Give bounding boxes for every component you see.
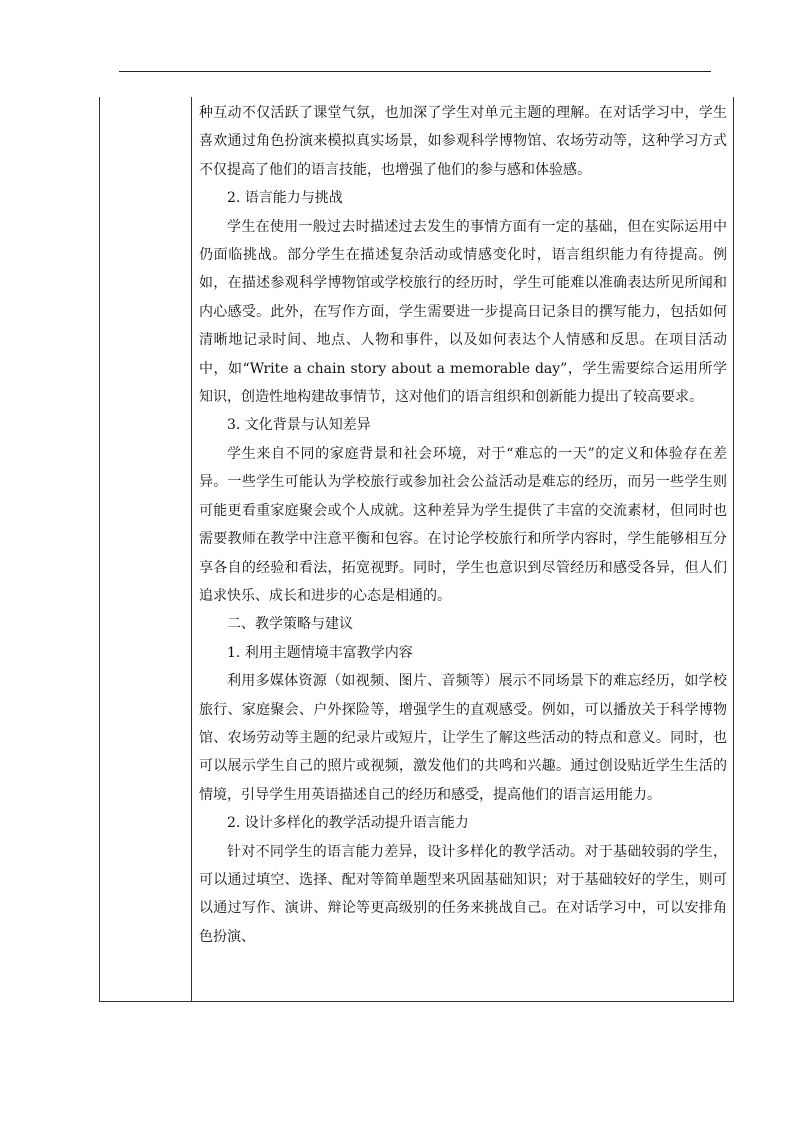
section-heading-language-ability: 2. 语言能力与挑战 <box>227 190 343 207</box>
paragraph-diverse-activities: 针对不同学生的语言能力差异，设计多样化的教学活动。对于基础较弱的学生，可以通过填空、选择、配对等简单题型来巩固基础知识；对于基础较好的学生，则可以通过写作、演讲、辩论等更高级别的任务来挑战自己。在对话学习中，可以安排角色扮演、 <box>199 843 727 945</box>
paragraph-continued: 种互动不仅活跃了课堂气氛，也加深了学生对单元主题的理解。在对话学习中，学生喜欢通过角色扮演来模拟真实场景，如参观科学博物馆、农场劳动等，这种学习方式不仅提高了他们的语言技能，也增强了他们的参与感和体验感。 <box>199 105 727 178</box>
section-heading-diverse-activities: 2. 设计多样化的教学活动提升语言能力 <box>227 815 469 832</box>
paragraph-cultural-background: 学生来自不同的家庭背景和社会环境，对于“难忘的一天”的定义和体验存在差异。一些学生可能认为学校旅行或参加社会公益活动是难忘的经历，而另一些学生则可能更看重家庭聚会或个人成就。这种差异为学生提供了丰富的交流素材，但同时也需要教师在教学中注意平衡和包容。在讨论学校旅行和所学内容时，学生能够相互分享各自的经验和看法，拓宽视野。同时，学生也意识到尽管经历和感受各异，但人们追求快乐、成长和进步的心态是相通的。 <box>199 445 727 604</box>
section-heading-teaching-strategies: 二、教学策略与建议 <box>227 616 353 633</box>
paragraph-language-ability: 学生在使用一般过去时描述过去发生的事情方面有一定的基础，但在实际运用中仍面临挑战。部分学生在描述复杂活动或情感变化时，语言组织能力有待提高。例如，在描述参观科学博物馆或学校旅行的经历时，学生可能难以准确表达所见所闻和内心感受。此外，在写作方面，学生需要进一步提高日记条目的撰写能力，包括如何清晰地记录时间、地点、人物和事件，以及如何表达个人情感和反思。在项目活动中，如“Write a chain story about a memorable day”，学生需要综合运用所学知识，创造性地构建故事情节，这对他们的语言组织和创新能力提出了较高要求。 <box>199 218 727 406</box>
table-content-cell <box>199 97 727 1001</box>
header-rule <box>119 71 711 72</box>
paragraph-theme-context: 利用多媒体资源（如视频、图片、音频等）展示不同场景下的难忘经历，如学校旅行、家庭聚会、户外探险等，增强学生的直观感受。例如，可以播放关于科学博物馆、农场劳动等主题的纪录片或短片，让学生了解这些活动的特点和意义。同时，也可以展示学生自己的照片或视频，激发他们的共鸣和兴趣。通过创设贴近学生生活的情境，引导学生用英语描述自己的经历和感受，提高他们的语言运用能力。 <box>199 673 727 803</box>
section-heading-theme-context: 1. 利用主题情境丰富教学内容 <box>227 644 413 661</box>
section-heading-cultural-background: 3. 文化背景与认知差异 <box>227 417 371 434</box>
table-label-column <box>100 97 192 1001</box>
document-table <box>99 97 734 1002</box>
